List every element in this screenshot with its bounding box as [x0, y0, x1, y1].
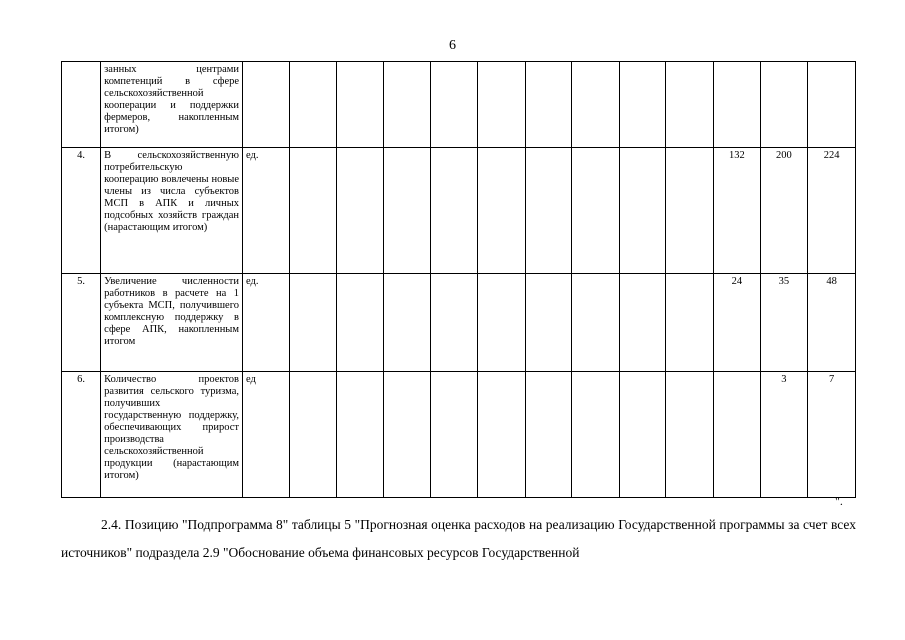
value-cell	[572, 274, 620, 372]
table-row	[62, 148, 856, 274]
value-cell	[478, 62, 526, 148]
unit-cell: ед.	[243, 274, 290, 372]
body-paragraph: 2.4. Позицию "Подпрограмма 8" таблицы 5 "Прогнозная оценка расходов на реализацию Государственной программы за счет всех источников" подраздела 2.9 "Обоснование объема финансовых ресурсов Государственной	[61, 517, 856, 560]
value-cell	[337, 62, 384, 148]
value-cell	[619, 62, 666, 148]
row-number-cell: 6.	[62, 372, 101, 498]
value-cell	[337, 148, 384, 274]
value-cell	[525, 274, 572, 372]
indicators-table	[61, 61, 856, 498]
unit-cell	[243, 62, 290, 148]
value-cell	[572, 372, 620, 498]
value-cell	[383, 148, 431, 274]
closing-quote: ".	[835, 494, 843, 508]
value-cell	[478, 372, 526, 498]
value-cell	[478, 274, 526, 372]
value-cell	[337, 372, 384, 498]
value-cell	[431, 372, 478, 498]
table-row	[62, 274, 856, 372]
row-number-cell: 4.	[62, 148, 101, 274]
value-cell	[289, 274, 337, 372]
indicator-name-cell: В сельскохозяйственную потребительскую кооперацию вовлечены новые члены из числа субъектов МСП в АПК и личных подсобных хозяйств граждан (нарастающим итогом)	[101, 148, 243, 274]
value-cell: 224	[808, 148, 856, 274]
value-cell: 200	[760, 148, 808, 274]
indicator-name-cell: Увеличение численности работников в расчете на 1 субъекта МСП, получившего комплексную поддержку в сфере АПК, накопленным итогом	[101, 274, 243, 372]
value-cell	[525, 62, 572, 148]
value-cell	[572, 148, 620, 274]
value-cell	[289, 62, 337, 148]
table-row	[62, 62, 856, 148]
value-cell	[714, 62, 761, 148]
value-cell	[619, 372, 666, 498]
value-cell	[572, 62, 620, 148]
value-cell	[714, 372, 761, 498]
value-cell	[619, 148, 666, 274]
value-cell: 48	[808, 274, 856, 372]
value-cell	[383, 372, 431, 498]
value-cell	[525, 372, 572, 498]
value-cell: 7	[808, 372, 856, 498]
unit-cell: ед.	[243, 148, 290, 274]
value-cell	[760, 62, 808, 148]
value-cell	[666, 148, 714, 274]
table-row	[62, 372, 856, 498]
value-cell: 3	[760, 372, 808, 498]
value-cell	[289, 372, 337, 498]
indicator-name-cell: занных центрами компетенций в сфере сельскохозяйственной кооперации и поддержки фермеров, накопленным итогом)	[101, 62, 243, 148]
unit-cell: ед	[243, 372, 290, 498]
value-cell	[431, 274, 478, 372]
value-cell	[666, 274, 714, 372]
value-cell	[431, 148, 478, 274]
value-cell	[383, 62, 431, 148]
value-cell	[478, 148, 526, 274]
value-cell	[289, 148, 337, 274]
value-cell	[431, 62, 478, 148]
value-cell	[525, 148, 572, 274]
indicator-name-cell: Количество проектов развития сельского туризма, получивших государственную поддержку, обеспечивающих прирост производства сельскохозяйственной продукции (нарастающим итогом)	[101, 372, 243, 498]
row-number-cell	[62, 62, 101, 148]
value-cell	[383, 274, 431, 372]
value-cell: 132	[714, 148, 761, 274]
value-cell	[337, 274, 384, 372]
value-cell	[666, 62, 714, 148]
value-cell: 24	[714, 274, 761, 372]
value-cell	[619, 274, 666, 372]
row-number-cell: 5.	[62, 274, 101, 372]
value-cell	[808, 62, 856, 148]
value-cell	[666, 372, 714, 498]
value-cell: 35	[760, 274, 808, 372]
page-number: 6	[449, 38, 456, 53]
